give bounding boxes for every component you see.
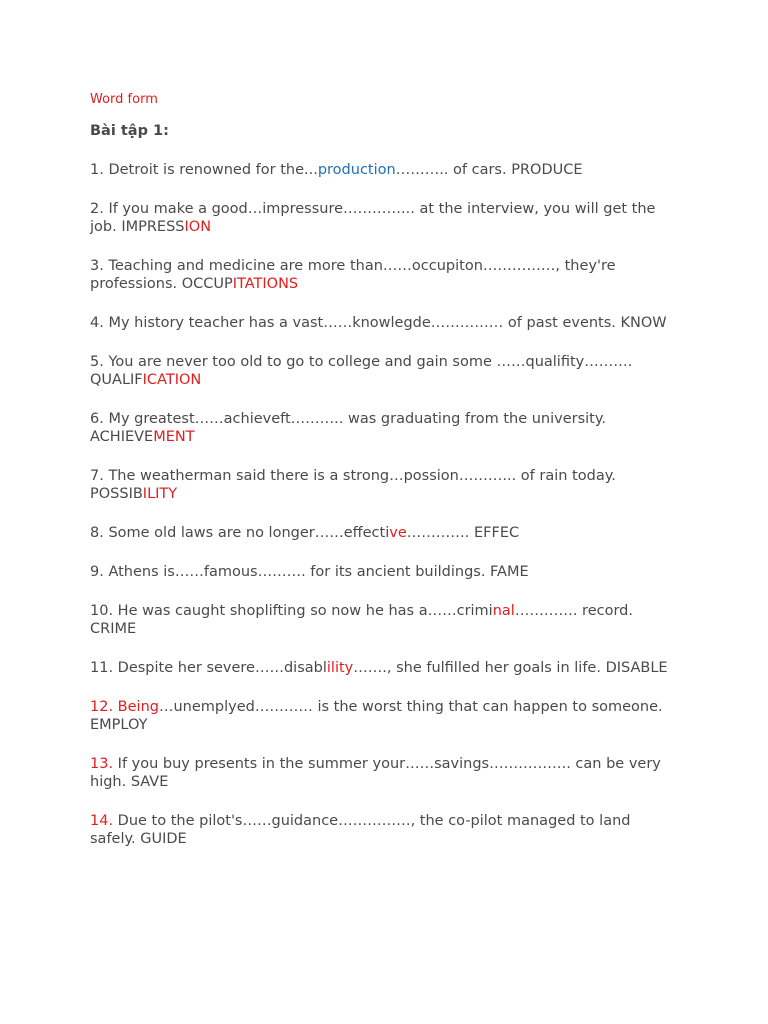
answer-highlight: ICATION [142,372,202,388]
answer-highlight: 14. [90,813,114,829]
exercise-text: 3. Teaching and medicine are more than……occupiton……………, they're professions. OCCUP [90,258,616,292]
answer-highlight: ve [389,525,407,541]
exercise-item [90,467,680,503]
exercise-item [90,755,680,791]
exercise-list [90,161,680,848]
exercise-item [90,410,680,446]
exercise-text: …………. EFFEC [406,525,520,541]
answer-highlight: ility [326,660,354,676]
exercise-text: 8. Some old laws are no longer……effecti [90,525,390,541]
document-label: Word form [90,92,158,107]
document-page [90,92,680,848]
exercise-item [90,314,680,332]
exercise-item [90,602,680,638]
exercise-text: …………. record. CRIME [90,603,633,637]
exercise-text: …unemplyed………… is the worst thing that can happen to someone. EMPLOY [90,699,663,733]
exercise-item [90,161,680,179]
answer-highlight: 12. Being [90,699,159,715]
answer-highlight: ILITY [142,486,178,502]
exercise-text: 7. The weatherman said there is a strong…possion………... of rain today. POSSIB [90,468,616,502]
exercise-text: 2. If you make a good…impressure…………... at the interview, you will get the job. IMPRESS [90,201,656,235]
exercise-text: 10. He was caught shoplifting so now he has a……crimi [90,603,493,619]
exercise-item [90,257,680,293]
exercise-item [90,200,680,236]
exercise-text: 9. Athens is……famous………. for its ancient buildings. FAME [90,564,529,580]
exercise-item [90,524,680,542]
exercise-item [90,563,680,581]
answer-highlight: production [317,162,396,178]
exercise-item [90,698,680,734]
exercise-text: 1. Detroit is renowned for the... [90,162,318,178]
exercise-text: If you buy presents in the summer your……savings…………….. can be very high. SAVE [90,756,661,790]
exercise-text: 11. Despite her severe……disabl [90,660,327,676]
exercise-text: 5. You are never too old to go to college and gain some ……qualifity………. QUALIF [90,354,633,388]
exercise-text: Due to the pilot's……guidance……………, the co-pilot managed to land safely. GUIDE [90,813,631,847]
exercise-text: ……., she fulfilled her goals in life. DISABLE [353,660,668,676]
answer-highlight: nal [492,603,515,619]
answer-highlight: ITATIONS [232,276,299,292]
exercise-text: 6. My greatest……achieveft……….. was graduating from the university. ACHIEVE [90,411,606,445]
exercise-item [90,353,680,389]
exercise-text: ……….. of cars. PRODUCE [395,162,583,178]
answer-highlight: ION [184,219,212,235]
exercise-item [90,659,680,677]
exercise-text: 4. My history teacher has a vast……knowlegde…………… of past events. KNOW [90,315,667,331]
exercise-title: Bài tập 1: [90,123,169,139]
exercise-item [90,812,680,848]
answer-highlight: 13. [90,756,114,772]
answer-highlight: MENT [153,429,195,445]
